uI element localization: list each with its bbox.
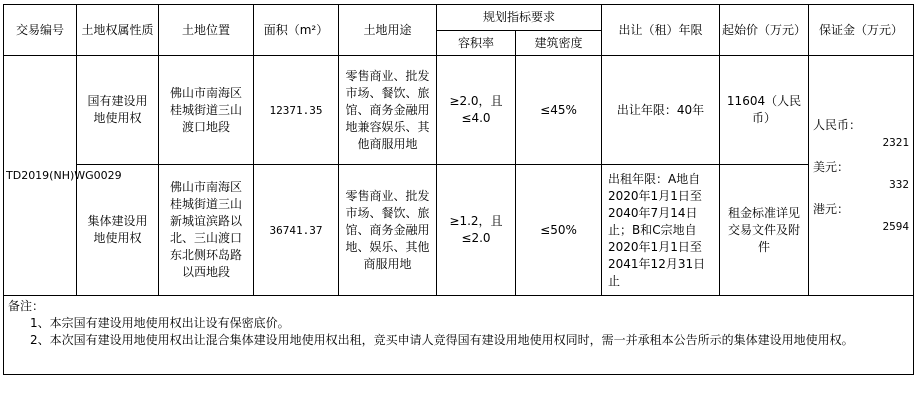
- building-density-cell: ≤45%: [516, 56, 602, 165]
- header-location: 土地位置: [159, 5, 254, 56]
- header-land-right-type: 土地权属性质: [77, 5, 159, 56]
- header-deposit: 保证金（万元）: [809, 5, 914, 56]
- land-right-type-cell: 集体建设用地使用权: [77, 165, 159, 296]
- area-cell: 12371.35: [254, 56, 339, 165]
- header-planning-requirements: 规划指标要求: [437, 5, 602, 31]
- note-item: 1、本宗国有建设用地使用权出让设有保密底价。: [30, 316, 290, 330]
- header-lease-term: 出让（租）年限: [602, 5, 720, 56]
- deposit-usd-label: 美元：: [813, 159, 850, 174]
- notes-cell: [4, 296, 914, 375]
- deposit-hkd-label: 港元：: [813, 201, 850, 216]
- plot-ratio-cell: ≥1.2，且≤2.0: [437, 165, 516, 296]
- land-transaction-table: [3, 4, 914, 375]
- location-cell: 佛山市南海区桂城街道三山渡口地段: [159, 56, 254, 165]
- deposit-rmb-label: 人民币：: [813, 117, 862, 132]
- lease-term-cell: 出让年限：40年: [602, 56, 720, 165]
- area-cell: 36741.37: [254, 165, 339, 296]
- table-row: [4, 56, 914, 165]
- header-usage: 土地用途: [339, 5, 437, 56]
- starting-price-cell: 11604（人民币）: [720, 56, 809, 165]
- table-row: [4, 165, 914, 296]
- notes-title: 备注：: [8, 299, 45, 313]
- location-cell: 佛山市南海区桂城街道三山新城谊滨路以北、三山渡口东北侧环岛路以西地段: [159, 165, 254, 296]
- plot-ratio-cell: ≥2.0，且≤4.0: [437, 56, 516, 165]
- deposit-hkd-value: 2594: [882, 219, 910, 233]
- note-item: 2、本次国有建设用地使用权出让混合集体建设用地使用权出租，竞买申请人竞得国有建设用地使用权同时，需一并承租本公告所示的集体建设用地使用权。: [30, 333, 854, 347]
- header-trade-no: 交易编号: [4, 5, 77, 56]
- header-area: 面积（m²）: [254, 5, 339, 56]
- header-plot-ratio: 容积率: [437, 31, 516, 56]
- header-building-density: 建筑密度: [516, 31, 602, 56]
- land-right-type-cell: 国有建设用地使用权: [77, 56, 159, 165]
- header-row: [4, 5, 914, 31]
- usage-cell: 零售商业、批发市场、餐饮、旅馆、商务金融用地兼容娱乐、其他商服用地: [339, 56, 437, 165]
- lease-term-cell: 出租年限：A地自2020年1月1日至2040年7月14日止；B和C宗地自2020年1月1日至2041年12月31日止: [602, 165, 720, 296]
- usage-cell: 零售商业、批发市场、餐饮、旅馆、商务金融用地、娱乐、其他商服用地: [339, 165, 437, 296]
- deposit-usd-value: 332: [889, 177, 910, 191]
- notes-row: [4, 296, 914, 375]
- trade-no-cell: TD2019(NH)WG0029: [4, 56, 77, 296]
- deposit-cell: [809, 56, 914, 296]
- starting-price-cell: 租金标准详见交易文件及附件: [720, 165, 809, 296]
- deposit-rmb-value: 2321: [882, 135, 910, 149]
- header-starting-price: 起始价（万元）: [720, 5, 809, 56]
- building-density-cell: ≤50%: [516, 165, 602, 296]
